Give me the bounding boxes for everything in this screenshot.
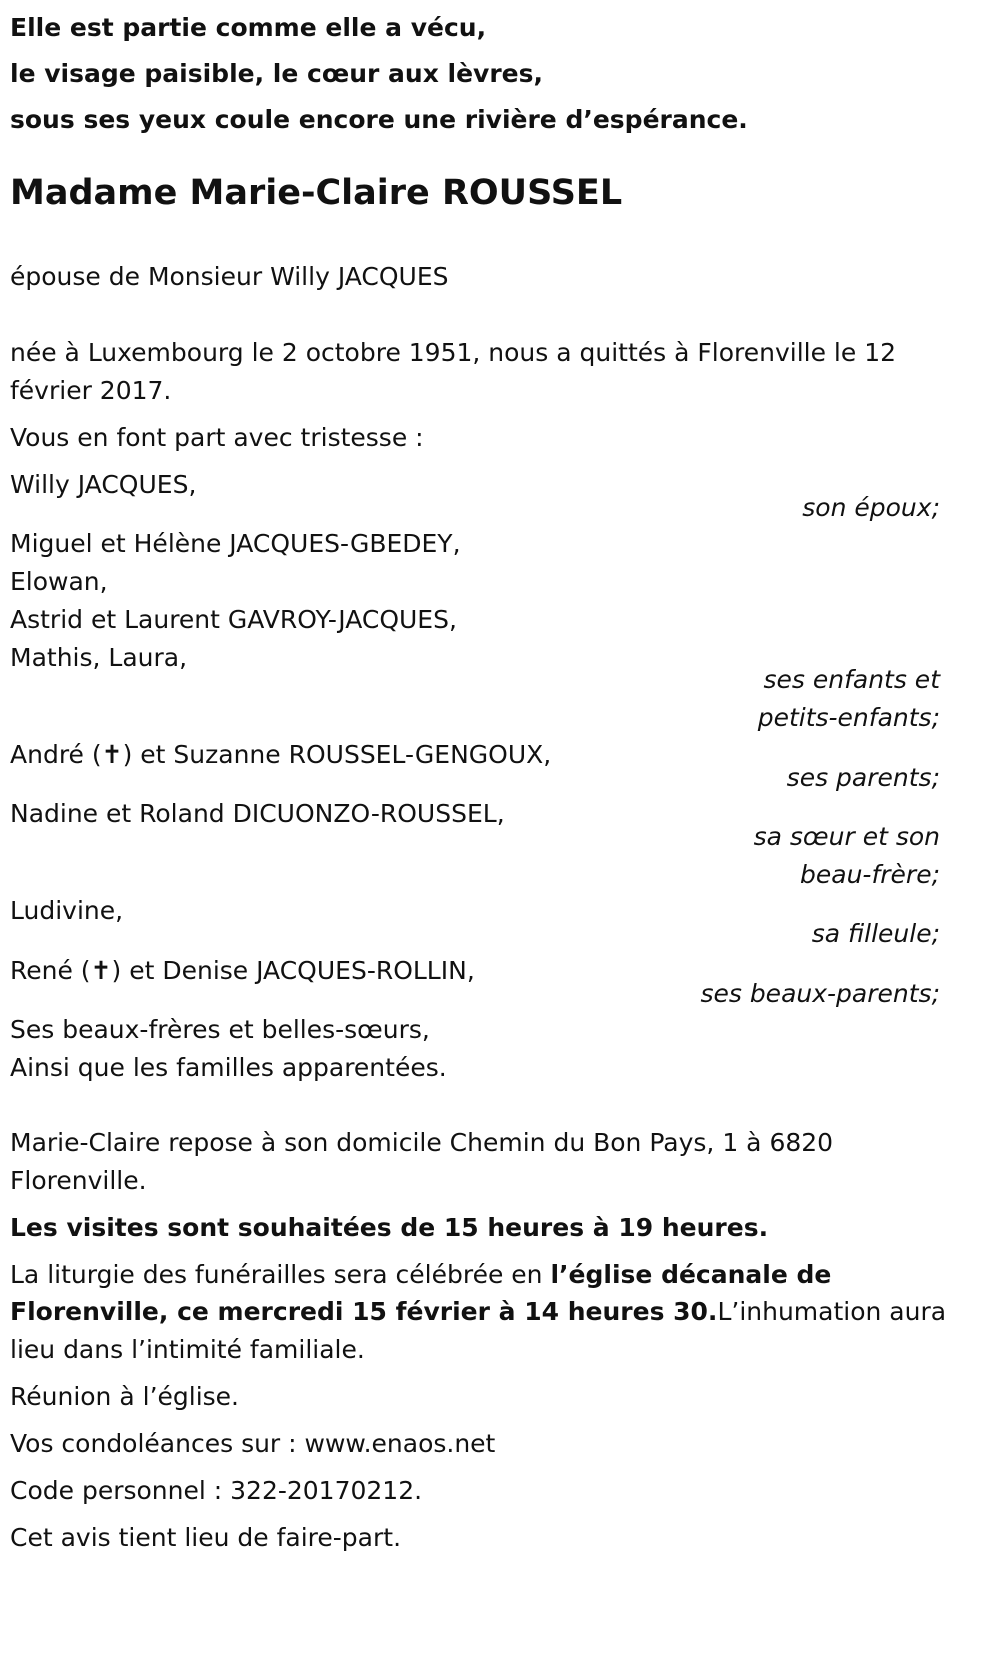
liturgy-part-2: L’inhumation aura [717, 1297, 947, 1326]
children-role-1: ses enfants et [763, 665, 940, 694]
goddaughter-role: sa filleule; [811, 919, 940, 948]
liturgy-bold-2: Florenville, ce mercredi 15 février à 14 heures 30. [10, 1297, 718, 1326]
liturgy-line-2 [10, 1299, 946, 1324]
husband-name: Willy JACQUES, [10, 470, 197, 499]
birth-line-2: février 2017. [10, 376, 172, 405]
husband-role: son époux; [802, 493, 940, 522]
in-laws-rest: ) et Denise JACQUES-ROLLIN, [111, 956, 475, 985]
sister-role-2: beau-frère; [800, 860, 940, 889]
poem-line-2: le visage paisible, le cœur aux lèvres, [10, 59, 544, 88]
parents-line [10, 742, 551, 767]
visits-line: Les visites sont souhaitées de 15 heures à 19 heures. [10, 1213, 769, 1242]
others-line-2: Ainsi que les familles apparentées. [10, 1053, 447, 1082]
liturgy-part-1: La liturgie des funérailles sera célébrée en [10, 1260, 551, 1289]
goddaughter-name: Ludivine, [10, 896, 124, 925]
parents-rest: ) et Suzanne ROUSSEL-GENGOUX, [122, 740, 552, 769]
parents-role: ses parents; [786, 763, 940, 792]
parents-father: André ( [10, 740, 102, 769]
liturgy-line-3: lieu dans l’intimité familiale. [10, 1335, 365, 1364]
code-line: Code personnel : 322-20170212. [10, 1476, 423, 1505]
spouse-line: épouse de Monsieur Willy JACQUES [10, 262, 449, 291]
deceased-name: Madame Marie-Claire ROUSSEL [10, 173, 623, 213]
liturgy-line-1 [10, 1262, 831, 1287]
poem-line-1: Elle est partie comme elle a vécu, [10, 13, 487, 42]
notice-line: Cet avis tient lieu de faire-part. [10, 1523, 402, 1552]
rest-line-1: Marie-Claire repose à son domicile Chemin du Bon Pays, 1 à 6820 [10, 1128, 834, 1157]
sister-role-1: sa sœur et son [753, 822, 940, 851]
in-laws-father: René ( [10, 956, 91, 985]
children-line-4: Mathis, Laura, [10, 643, 188, 672]
in-laws-line [10, 958, 475, 983]
condolences-line: Vos condoléances sur : www.enaos.net [10, 1429, 496, 1458]
children-line-1: Miguel et Hélène JACQUES-GBEDEY, [10, 529, 461, 558]
intro-line: Vous en font part avec tristesse : [10, 423, 424, 452]
children-role-2: petits-enfants; [757, 703, 940, 732]
sister-name: Nadine et Roland DICUONZO-ROUSSEL, [10, 799, 505, 828]
others-line-1: Ses beaux-frères et belles-sœurs, [10, 1015, 430, 1044]
poem-line-3: sous ses yeux coule encore une rivière d’espérance. [10, 105, 748, 134]
liturgy-bold-1: l’église décanale de [550, 1260, 832, 1289]
rest-line-2: Florenville. [10, 1166, 147, 1195]
cross-icon: ✝ [90, 956, 112, 985]
birth-line-1: née à Luxembourg le 2 octobre 1951, nous a quittés à Florenville le 12 [10, 338, 897, 367]
in-laws-role: ses beaux-parents; [700, 979, 940, 1008]
children-line-2: Elowan, [10, 567, 108, 596]
cross-icon: ✝ [101, 740, 123, 769]
meeting-line: Réunion à l’église. [10, 1382, 240, 1411]
children-line-3: Astrid et Laurent GAVROY-JACQUES, [10, 605, 457, 634]
